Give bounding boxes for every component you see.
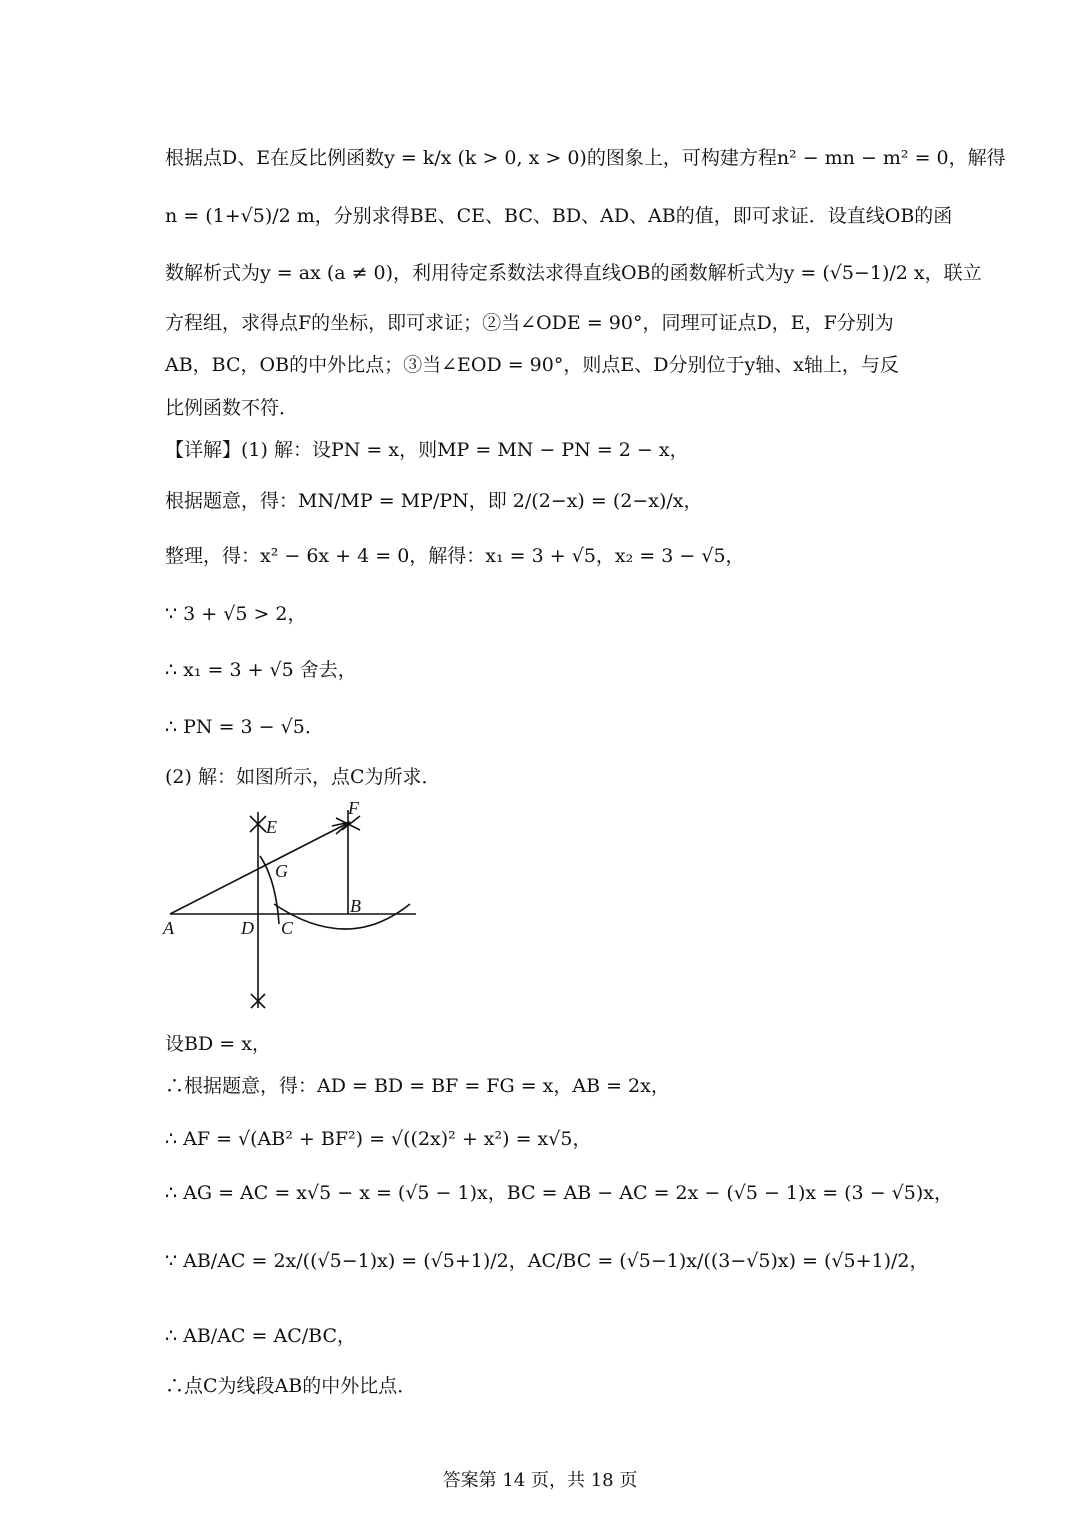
construction-figure bbox=[160, 800, 430, 1015]
label-d: D bbox=[241, 918, 254, 938]
line-8: 根据题意，得：MN/MP = MP/PN，即 2/(2−x) = (2−x)/x， bbox=[165, 490, 703, 512]
line-18: ∵ AB/AC = 2x/((√5−1)x) = (√5+1)/2，AC/BC = (√5−1)x/((3−√5)x) = (√5+1)/2， bbox=[165, 1250, 929, 1272]
line-3: 数解析式为y = ax (a ≠ 0)，利用待定系数法求得直线OB的函数解析式为y = (√5−1)/2 x，联立 bbox=[165, 262, 982, 284]
line-20: ∴点C为线段AB的中外比点． bbox=[165, 1375, 417, 1397]
label-e: E bbox=[266, 817, 277, 837]
line-2: n = (1+√5)/2 m，分别求得BE、CE、BC、BD、AD、AB的值，即可求证．设直线OB的函 bbox=[165, 205, 953, 227]
line-1: 根据点D、E在反比例函数y = k/x (k > 0, x > 0)的图象上，可构建方程n² − mn − m² = 0，解得 bbox=[165, 147, 1006, 169]
line-7: 【详解】(1) 解：设PN = x，则MP = MN − PN = 2 − x， bbox=[165, 439, 689, 461]
line-6: 比例函数不符． bbox=[165, 397, 299, 419]
line-10: ∵ 3 + √5 > 2， bbox=[165, 603, 307, 625]
label-g: G bbox=[275, 861, 288, 881]
segment-af bbox=[170, 822, 350, 914]
line-11: ∴ x₁ = 3 + √5 舍去， bbox=[165, 659, 357, 681]
label-a: A bbox=[163, 918, 174, 938]
line-12: ∴ PN = 3 − √5． bbox=[165, 716, 324, 738]
line-15: ∴根据题意，得：AD = BD = BF = FG = x，AB = 2x， bbox=[165, 1075, 670, 1097]
arc-around-b bbox=[274, 904, 410, 929]
line-9: 整理，得：x² − 6x + 4 = 0，解得：x₁ = 3 + √5，x₂ = 3 − √5， bbox=[165, 545, 745, 567]
line-13: (2) 解：如图所示，点C为所求． bbox=[165, 766, 441, 788]
line-17: ∴ AG = AC = x√5 − x = (√5 − 1)x，BC = AB − AC = 2x − (√5 − 1)x = (3 − √5)x， bbox=[165, 1182, 953, 1204]
line-5: AB，BC，OB的中外比点；③当∠EOD = 90°，则点E、D分别位于y轴、x轴上，与反 bbox=[165, 354, 899, 376]
line-19: ∴ AB/AC = AC/BC， bbox=[165, 1325, 356, 1347]
page-footer: 答案第 14 页，共 18 页 bbox=[442, 1470, 638, 1491]
label-b: B bbox=[350, 896, 361, 916]
line-14: 设BD = x， bbox=[165, 1033, 271, 1055]
label-f: F bbox=[348, 800, 359, 818]
line-4: 方程组，求得点F的坐标，即可求证；②当∠ODE = 90°，同理可证点D，E，F分别为 bbox=[165, 312, 894, 334]
label-c: C bbox=[281, 918, 294, 938]
line-16: ∴ AF = √(AB² + BF²) = √((2x)² + x²) = x√5， bbox=[165, 1128, 592, 1150]
